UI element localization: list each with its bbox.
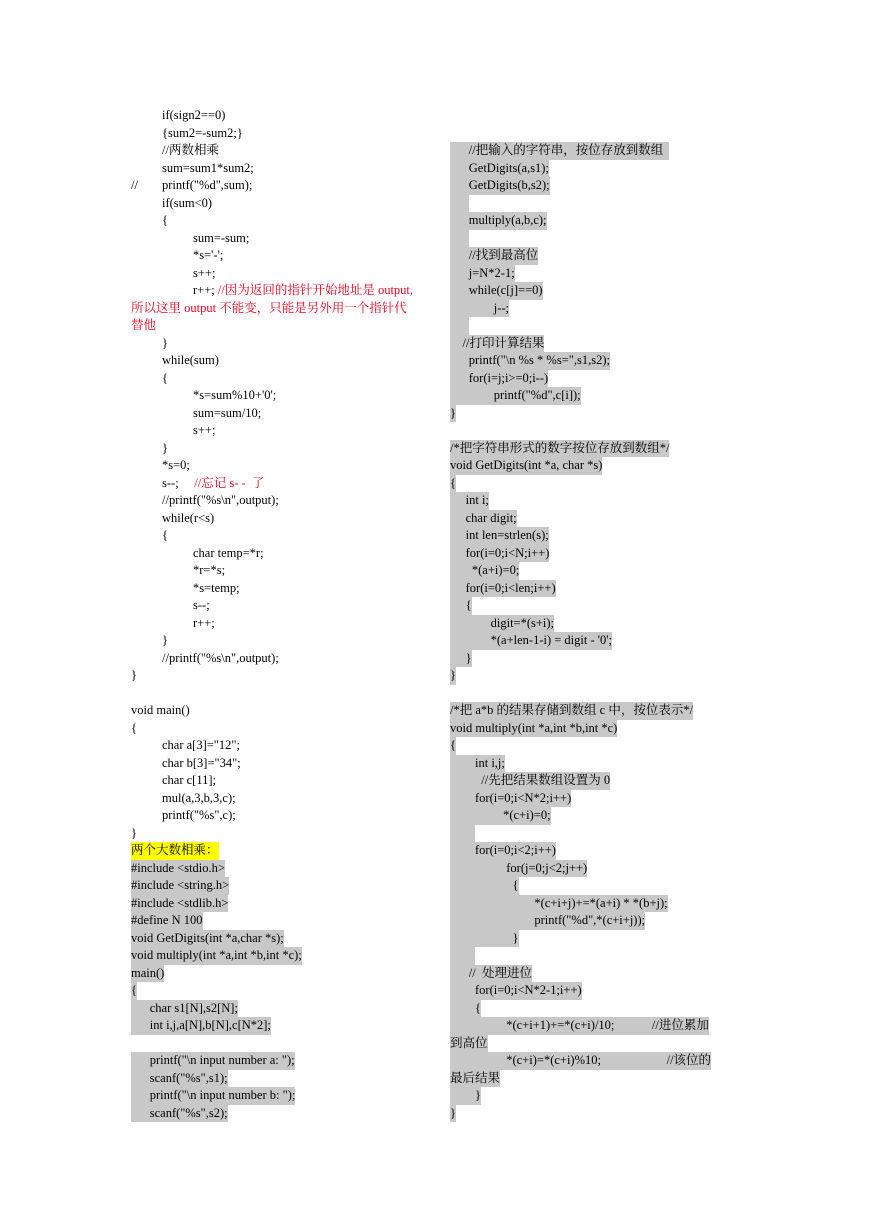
code-line	[450, 790, 740, 808]
code-text: s--;	[162, 475, 195, 490]
code-text: mul(a,3,b,3,c);	[162, 790, 236, 805]
code-text: //先把结果数组设置为 0	[450, 772, 610, 790]
code-line	[450, 860, 740, 878]
code-text: *r=*s;	[193, 563, 226, 577]
code-text	[450, 317, 469, 335]
code-text: }	[450, 405, 456, 423]
code-text: int i,j;	[450, 755, 505, 773]
code-line	[450, 895, 740, 913]
code-text: }	[162, 633, 168, 647]
code-text: printf("%d",sum);	[162, 178, 253, 192]
code-line	[450, 1087, 740, 1105]
code-text: sum=-sum;	[193, 230, 250, 245]
code-line	[131, 1105, 431, 1123]
code-line	[450, 282, 740, 300]
code-line	[450, 632, 740, 650]
code-text: if(sign2==0)	[162, 108, 226, 122]
code-line	[131, 860, 431, 878]
code-text: *s=0;	[162, 458, 190, 472]
code-line	[450, 842, 740, 860]
code-text: 最后结果	[450, 1070, 500, 1088]
code-text: *s='-';	[193, 248, 224, 262]
code-text	[450, 825, 475, 843]
code-text: if(sum<0)	[162, 195, 213, 210]
code-line	[131, 1000, 431, 1018]
code-text: }	[131, 668, 137, 682]
code-line	[450, 212, 740, 230]
code-text: }	[450, 650, 472, 668]
code-text: /*把 a*b 的结果存储到数组 c 中，按位表示*/	[450, 702, 693, 720]
code-text: *(c+i)=0;	[450, 807, 551, 825]
code-text: *(a+i)=0;	[450, 562, 519, 580]
code-text: {	[162, 370, 168, 385]
code-line	[131, 125, 431, 143]
code-line	[131, 475, 431, 493]
code-text: s--;	[193, 598, 210, 612]
code-line	[450, 1017, 740, 1035]
comment-prefix: //	[131, 178, 138, 192]
code-text: s++;	[193, 423, 216, 437]
code-line	[450, 1052, 740, 1070]
code-line	[131, 772, 431, 790]
code-text: //printf("%s\n",output);	[162, 493, 279, 507]
code-line	[131, 755, 431, 773]
code-line	[450, 160, 740, 178]
code-line	[131, 440, 431, 458]
code-text: j=N*2-1;	[450, 265, 515, 283]
code-line	[131, 947, 431, 965]
code-text: }	[162, 335, 168, 350]
code-line	[450, 702, 740, 720]
code-text: while(c[j]==0)	[450, 282, 543, 300]
code-line	[450, 422, 740, 440]
code-line	[131, 212, 431, 230]
code-line	[131, 352, 431, 370]
code-text: while(sum)	[162, 353, 219, 367]
code-line	[450, 650, 740, 668]
code-text: char temp=*r;	[193, 545, 264, 560]
code-line	[450, 1105, 740, 1123]
code-line	[131, 877, 431, 895]
code-text: printf("\n input number b: ");	[131, 1087, 295, 1105]
code-text: for(i=0;i<N;i++)	[450, 545, 549, 563]
code-text: #include <stdio.h>	[131, 860, 225, 878]
code-text: char digit;	[450, 510, 517, 528]
code-text: void GetDigits(int *a, char *s)	[450, 457, 602, 475]
code-line	[450, 177, 740, 195]
code-line	[131, 1052, 431, 1070]
code-text: }	[131, 825, 137, 840]
code-line	[131, 1035, 431, 1053]
code-comment: //因为返回的指针开始地址是 output,	[217, 283, 414, 297]
code-line	[450, 265, 740, 283]
code-text: for(i=0;i<N*2;i++)	[450, 790, 571, 808]
code-line	[131, 177, 431, 195]
code-text: {	[450, 597, 472, 615]
code-line	[131, 142, 431, 160]
code-text: //printf("%s\n",output);	[162, 650, 279, 665]
code-line	[131, 632, 431, 650]
code-line	[450, 667, 740, 685]
code-text: for(i=j;i>=0;i--)	[450, 370, 548, 388]
code-line	[131, 807, 431, 825]
code-line	[131, 842, 431, 860]
code-text: void main()	[131, 703, 190, 717]
code-text: int i;	[450, 492, 489, 510]
code-line	[131, 825, 431, 843]
code-comment: //忘记 s- - 了	[194, 475, 265, 490]
code-text: {sum2=-sum2;}	[162, 125, 243, 140]
code-text: printf("\n %s * %s=",s1,s2);	[450, 352, 610, 370]
code-line	[131, 195, 431, 213]
code-text: 到高位	[450, 1035, 488, 1053]
code-text: char b[3]="34";	[162, 755, 241, 770]
code-text: #include <stdlib.h>	[131, 895, 228, 913]
code-text: //找到最高位	[450, 247, 538, 265]
code-line	[131, 107, 431, 125]
code-line	[131, 930, 431, 948]
code-line	[450, 510, 740, 528]
code-line	[450, 247, 740, 265]
code-text: #include <string.h>	[131, 877, 229, 895]
code-line	[131, 247, 431, 265]
code-text: void multiply(int *a,int *b,int *c)	[450, 720, 617, 738]
code-line	[131, 527, 431, 545]
code-line	[450, 772, 740, 790]
code-text: //把输入的字符串，按位存放到数组	[450, 142, 669, 160]
code-line	[450, 912, 740, 930]
code-text: char c[11];	[162, 773, 217, 787]
code-text	[450, 947, 475, 965]
code-line	[131, 545, 431, 563]
code-line	[450, 125, 740, 143]
code-line	[131, 965, 431, 983]
code-line	[131, 335, 431, 353]
code-text: printf("\n input number a: ");	[131, 1052, 295, 1070]
code-text: {	[450, 1000, 481, 1018]
code-line	[450, 387, 740, 405]
code-line	[450, 335, 740, 353]
code-text: }	[450, 1087, 481, 1105]
code-line	[450, 720, 740, 738]
code-text: sum=sum/10;	[193, 405, 262, 420]
code-text: printf("%s",c);	[162, 808, 236, 822]
code-text: //打印计算结果	[450, 335, 544, 353]
code-line	[131, 597, 431, 615]
code-text: sum=sum1*sum2;	[162, 160, 254, 175]
code-text: }	[162, 440, 168, 455]
code-text: main()	[131, 965, 164, 983]
code-line	[450, 142, 740, 160]
code-line	[450, 440, 740, 458]
code-line	[450, 562, 740, 580]
code-line	[131, 562, 431, 580]
code-text: *s=temp;	[193, 580, 240, 595]
code-line	[450, 195, 740, 213]
code-line	[131, 685, 431, 703]
code-line	[450, 965, 740, 983]
code-text: {	[450, 475, 456, 493]
code-line	[131, 667, 431, 685]
code-text: scanf("%s",s2);	[131, 1105, 228, 1123]
left-code-column	[131, 107, 431, 1122]
code-text: char a[3]="12";	[162, 738, 240, 752]
code-line	[450, 107, 740, 125]
code-line	[131, 895, 431, 913]
code-text: {	[131, 720, 137, 735]
code-line	[131, 265, 431, 283]
code-text: int i,j,a[N],b[N],c[N*2];	[131, 1017, 271, 1035]
code-line	[131, 580, 431, 598]
code-text: // 处理进位	[450, 965, 532, 983]
code-text: s++;	[193, 265, 216, 280]
code-text	[450, 230, 469, 248]
code-text: *(c+i)=*(c+i)%10; //该位的	[450, 1052, 711, 1070]
code-line	[450, 475, 740, 493]
code-text: void multiply(int *a,int *b,int *c);	[131, 947, 302, 965]
code-line	[450, 527, 740, 545]
code-line	[131, 422, 431, 440]
code-line	[450, 370, 740, 388]
code-line	[131, 1017, 431, 1035]
code-text: r++;	[193, 283, 218, 297]
code-line	[450, 1070, 740, 1088]
code-line	[131, 720, 431, 738]
code-text: }	[450, 930, 519, 948]
code-text: j--;	[450, 300, 509, 318]
code-text: for(j=0;j<2;j++)	[450, 860, 587, 878]
code-text: for(i=0;i<2;i++)	[450, 842, 556, 860]
code-line	[450, 597, 740, 615]
code-text: *(c+i+1)+=*(c+i)/10; //进位累加	[450, 1017, 709, 1035]
code-text: while(r<s)	[162, 510, 215, 525]
code-line	[450, 1000, 740, 1018]
code-text: }	[450, 667, 456, 685]
code-text: GetDigits(b,s2);	[450, 177, 550, 195]
code-line	[450, 807, 740, 825]
code-text: {	[162, 528, 168, 542]
code-text: *s=sum%10+'0';	[193, 388, 277, 402]
right-code-column	[450, 107, 740, 1122]
code-text: 两个大数相乘：	[131, 842, 219, 860]
code-line	[131, 982, 431, 1000]
code-line	[450, 685, 740, 703]
code-line	[450, 947, 740, 965]
code-text: printf("%d",*(c+i+j));	[450, 912, 645, 930]
code-text: r++;	[193, 615, 215, 630]
code-line	[450, 580, 740, 598]
code-line	[450, 457, 740, 475]
code-line	[131, 737, 431, 755]
code-text: for(i=0;i<N*2-1;i++)	[450, 982, 582, 1000]
code-line	[131, 790, 431, 808]
code-text: char s1[N],s2[N];	[131, 1000, 238, 1018]
code-line	[450, 230, 740, 248]
code-line	[450, 492, 740, 510]
code-line	[450, 825, 740, 843]
code-text: /*把字符串形式的数字按位存放到数组*/	[450, 440, 669, 458]
code-text: printf("%d",c[i]);	[450, 387, 581, 405]
code-text: 所以这里 output 不能变，只能是另外用一个指针代	[131, 300, 407, 315]
code-text: scanf("%s",s1);	[131, 1070, 228, 1088]
code-line	[450, 737, 740, 755]
code-text: {	[450, 877, 519, 895]
code-text: *(a+len-1-i) = digit - '0';	[450, 632, 612, 650]
code-line	[131, 702, 431, 720]
code-line	[131, 1070, 431, 1088]
code-text: #define N 100	[131, 912, 203, 930]
code-line	[131, 457, 431, 475]
code-line	[131, 230, 431, 248]
code-line	[131, 405, 431, 423]
code-line	[131, 1087, 431, 1105]
code-text: multiply(a,b,c);	[450, 212, 547, 230]
code-text: digit=*(s+i);	[450, 615, 554, 633]
code-line	[131, 510, 431, 528]
code-text: GetDigits(a,s1);	[450, 160, 549, 178]
code-line	[450, 545, 740, 563]
code-text: int len=strlen(s);	[450, 527, 549, 545]
code-line	[450, 405, 740, 423]
code-line	[131, 387, 431, 405]
code-line	[131, 370, 431, 388]
code-line	[131, 615, 431, 633]
code-line	[450, 982, 740, 1000]
code-line	[131, 300, 431, 318]
code-line	[450, 930, 740, 948]
code-text: for(i=0;i<len;i++)	[450, 580, 556, 598]
code-line	[450, 615, 740, 633]
code-line	[450, 352, 740, 370]
code-text: {	[162, 213, 168, 227]
code-text	[450, 195, 469, 213]
code-line	[131, 492, 431, 510]
code-text: *(c+i+j)+=*(a+i) * *(b+j);	[450, 895, 668, 913]
code-line	[450, 877, 740, 895]
code-text: void GetDigits(int *a,char *s);	[131, 930, 284, 948]
code-line	[450, 755, 740, 773]
code-line	[131, 650, 431, 668]
code-line	[131, 317, 431, 335]
code-line	[450, 1035, 740, 1053]
code-text: //两数相乘	[162, 143, 219, 157]
code-line	[450, 317, 740, 335]
code-text: 替他	[131, 318, 157, 332]
code-text: {	[131, 982, 137, 1000]
code-line	[131, 282, 431, 300]
code-line	[450, 300, 740, 318]
code-text: }	[450, 1105, 456, 1123]
code-line	[131, 912, 431, 930]
code-text: {	[450, 737, 456, 755]
code-line	[131, 160, 431, 178]
